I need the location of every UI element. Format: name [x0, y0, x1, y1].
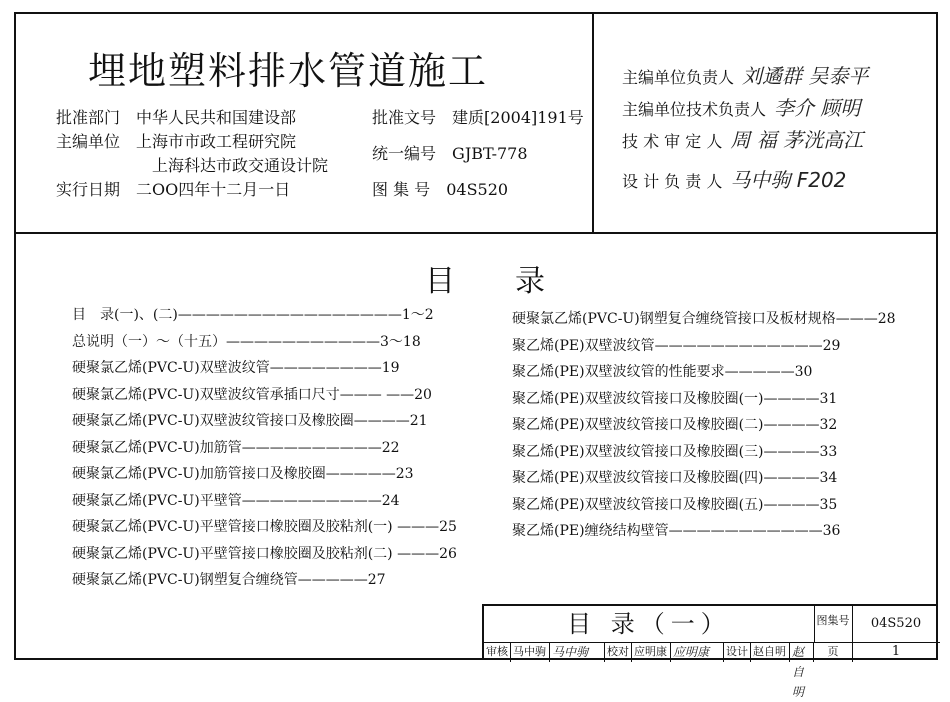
toc-entry[interactable]: 硬聚氯乙烯(PVC-U)钢塑复合缠绕管—————27 — [72, 572, 386, 588]
designer-name: 赵自明 — [751, 642, 790, 662]
toc-entry[interactable]: 聚乙烯(PE)双壁波纹管接口及橡胶圈(三)————33 — [512, 443, 838, 460]
toc-entry[interactable]: 硬聚氯乙烯(PVC-U)双壁波纹管承插口尺寸——— ——20 — [72, 386, 432, 403]
toc-entry[interactable]: 硬聚氯乙烯(PVC-U)加筋管接口及橡胶圈—————23 — [72, 466, 414, 482]
check-label: 校对 — [605, 642, 632, 662]
atlas-no: 04S520 — [852, 606, 940, 643]
toc-entry[interactable]: 硬聚氯乙烯(PVC-U)平壁管——————————24 — [72, 492, 400, 509]
signature-label: 主编单位负责人 — [622, 68, 735, 87]
signature-row — [622, 92, 860, 121]
toc-left-column — [72, 302, 457, 594]
toc-entry[interactable]: 硬聚氯乙烯(PVC-U)双壁波纹管————————19 — [72, 360, 400, 376]
design-label: 设计 — [724, 642, 751, 662]
toc-entry[interactable]: 硬聚氯乙烯(PVC-U)加筋管——————————22 — [72, 439, 400, 456]
signature-row — [622, 124, 863, 153]
toc-entry[interactable]: 聚乙烯(PE)双壁波纹管接口及橡胶圈(二)————32 — [512, 417, 838, 433]
info-value: 建质[2004]191号 — [452, 108, 584, 127]
designer-signature: 赵自明 — [790, 642, 814, 662]
info-value: 中华人民共和国建设部 — [136, 108, 297, 127]
info-value: 上海市市政工程研究院 — [136, 132, 297, 151]
atlas-no-label: 图集号 — [814, 606, 853, 643]
checker-signature: 应明康 — [671, 642, 724, 662]
info-label: 批准文号 — [372, 108, 437, 127]
signature-label: 技 术 审 定 人 — [622, 132, 723, 151]
signature-label: 设 计 负 责 人 — [622, 172, 723, 191]
sheet-title: 目 录（一） — [484, 606, 815, 643]
info-value: 上海科达市政交通设计院 — [152, 156, 329, 175]
signature-label: 主编单位技术负责人 — [622, 100, 767, 119]
toc-entry[interactable]: 硬聚氯乙烯(PVC-U)双壁波纹管接口及橡胶圈————21 — [72, 413, 428, 429]
toc-entry[interactable]: 聚乙烯(PE)双壁波纹管接口及橡胶圈(五)————35 — [512, 496, 838, 513]
signature-row — [622, 164, 846, 193]
toc-entry[interactable]: 总说明（一）～（十五）———————————3～18 — [72, 333, 421, 350]
handwritten-signature: 刘遹群 吴泰平 — [742, 64, 869, 88]
info-label: 图 集 号 — [372, 180, 431, 199]
info-label: 实行日期 — [56, 180, 121, 199]
toc-entry[interactable]: 聚乙烯(PE)双壁波纹管接口及橡胶圈(一)————31 — [512, 390, 838, 407]
signature-row — [622, 60, 868, 89]
reviewer-name: 马中驹 — [511, 642, 550, 662]
reviewer-signature: 马中驹 — [550, 642, 605, 662]
toc-entry[interactable]: 硬聚氯乙烯(PVC-U)钢塑复合缠绕管接口及板材规格———28 — [512, 311, 896, 327]
toc-entry[interactable]: 聚乙烯(PE)双壁波纹管的性能要求—————30 — [512, 364, 813, 380]
atlas-title: 埋地塑料排水管道施工 — [88, 49, 489, 93]
approval-info — [56, 106, 328, 202]
toc-entry[interactable]: 硬聚氯乙烯(PVC-U)平壁管接口橡胶圈及胶粘剂(一) ———25 — [72, 519, 457, 535]
info-label: 主编单位 — [56, 132, 121, 151]
document-info — [372, 106, 584, 202]
toc-heading: 目录 — [425, 264, 605, 299]
handwritten-signature: 马中驹 F202 — [730, 168, 847, 192]
info-value: 04S520 — [446, 180, 509, 199]
toc-entry[interactable]: 聚乙烯(PE)双壁波纹管接口及橡胶圈(四)————34 — [512, 470, 838, 486]
review-label: 审核 — [484, 642, 511, 662]
toc-entry[interactable]: 聚乙烯(PE)双壁波纹管————————————29 — [512, 337, 841, 354]
approval-row — [484, 642, 814, 699]
checker-name: 应明康 — [632, 642, 671, 662]
toc-entry[interactable]: 目 录(一)、(二)————————————————1～2 — [72, 307, 434, 323]
handwritten-signature: 李介 顾明 — [774, 96, 861, 120]
header-divider — [592, 12, 594, 234]
handwritten-signature: 周 福 茅洸高江 — [730, 128, 864, 152]
info-label: 批准部门 — [56, 108, 121, 127]
toc-entry[interactable]: 聚乙烯(PE)缠绕结构壁管———————————36 — [512, 523, 841, 539]
title-block — [482, 604, 938, 699]
info-label: 统一编号 — [372, 144, 437, 163]
info-value: GJBT-778 — [452, 144, 528, 163]
info-value: 二OO四年十二月一日 — [136, 180, 291, 199]
toc-entry[interactable]: 硬聚氯乙烯(PVC-U)平壁管接口橡胶圈及胶粘剂(二) ———26 — [72, 545, 457, 562]
page-label: 页 — [814, 642, 853, 662]
toc-right-column — [512, 306, 896, 545]
page-number: 1 — [891, 644, 901, 659]
